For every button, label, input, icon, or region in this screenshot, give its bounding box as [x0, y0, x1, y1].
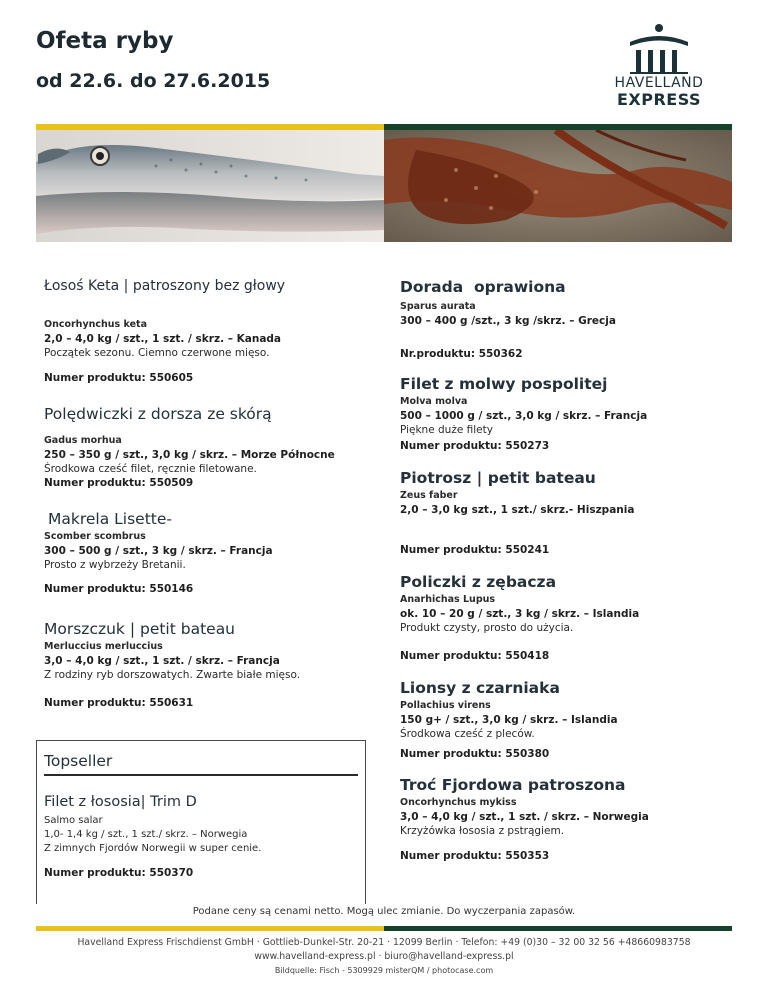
product-latin: Scomber scombrus [44, 531, 146, 542]
product-mackerel-details [44, 530, 364, 572]
price-disclaimer: Podane ceny są cenami netto. Mogą ulec zmianie. Do wyczerpania zapasów. [192, 906, 576, 917]
product-description: Środkowa cześć filet, ręcznie filetowane. [44, 463, 257, 475]
product-number: Numer produktu: 550418 [400, 650, 550, 662]
product-saithe-loins [400, 679, 730, 741]
product-hake [44, 620, 364, 638]
logo-line-havelland: HAVELLAND [614, 75, 704, 91]
topseller-title: Topseller [44, 752, 113, 770]
product-latin: Pollachius virens [400, 700, 491, 711]
logo-line-express: EXPRESS [616, 90, 702, 109]
page-title: Ofeta ryby [36, 28, 174, 54]
product-spec: 500 – 1000 g / szt., 3,0 kg / skrz. – Francja [400, 410, 648, 422]
product-latin: Gadus morhua [44, 435, 122, 446]
product-name: Piotrosz | petit bateau [400, 469, 596, 487]
product-number: Numer produktu: 550273 [400, 440, 550, 452]
offer-dates: od 22.6. do 27.6.2015 [36, 70, 271, 92]
product-fjord-trout [400, 776, 730, 838]
topseller-heading [44, 752, 112, 770]
product-number: Nr.produktu: 550362 [400, 348, 523, 360]
product-latin: Oncorhynchus keta [44, 319, 147, 330]
product-spec: 250 – 350 g / szt., 3,0 kg / skrz. – Morze Północne [44, 449, 335, 461]
product-description: Początek sezonu. Ciemno czerwone mięso. [44, 347, 270, 359]
product-name: Lionsy z czarniaka [400, 679, 560, 697]
product-hake-details [44, 640, 364, 682]
product-latin: Salmo salar [44, 815, 103, 826]
product-latin: Zeus faber [400, 490, 458, 501]
product-latin: Oncorhynchus mykiss [400, 797, 517, 808]
product-latin: Anarhichas Lupus [400, 594, 496, 605]
product-spec: 1,0- 1,4 kg / szt., 1 szt./ skrz. – Norwegia [44, 829, 248, 840]
topseller-product [44, 794, 364, 810]
product-salmon-keta [44, 278, 364, 294]
seafood-photo-banner [36, 130, 732, 242]
product-description: Krzyżówka łososia z pstrągiem. [400, 825, 565, 837]
topseller-details [44, 814, 364, 856]
product-number: Numer produktu: 550353 [400, 850, 550, 862]
product-description: Produkt czysty, prosto do użycia. [400, 622, 574, 634]
company-footer: Havelland Express Frischdienst GmbH · Gottlieb-Dunkel-Str. 20-21 · 12099 Berlin · Telefon: +49 (0)30 – 32 00 32 56 +48660983758 www.havelland-express.pl · biuro@havelland-express.pl [77, 937, 691, 962]
product-name: Łosoś Keta | patroszony bez głowy [44, 278, 286, 294]
product-number: Numer produktu: 550605 [44, 372, 194, 384]
product-name: Filet z molwy pospolitej [400, 375, 608, 393]
product-salmon-keta-details [44, 318, 364, 360]
product-number: Numer produktu: 550241 [400, 544, 550, 556]
logo-wordmark [604, 76, 714, 108]
product-latin: Merluccius merluccius [44, 641, 163, 652]
product-spec: 3,0 – 4,0 kg / szt., 1 szt. / skrz. – Norwegia [400, 811, 649, 823]
product-name: Polędwiczki z dorsza ze skórą [44, 405, 272, 423]
product-number: Numer produktu: 550631 [44, 697, 194, 709]
product-latin: Sparus aurata [400, 301, 476, 312]
product-spec: 150 g+ / szt., 3,0 kg / skrz. – Islandia [400, 714, 618, 726]
product-ling-fillet [400, 375, 730, 437]
product-cod-loin-details [44, 434, 374, 490]
product-spec: 2,0 – 3,0 kg szt., 1 szt./ skrz.- Hiszpania [400, 504, 635, 516]
product-spec: 2,0 – 4,0 kg / szt., 1 szt. / skrz. – Kanada [44, 333, 282, 345]
product-dorada [400, 278, 730, 328]
product-number: Numer produktu: 550370 [44, 867, 194, 879]
product-name: Policzki z zębacza [400, 573, 557, 591]
product-mackerel [44, 510, 364, 528]
topseller-divider [44, 774, 358, 776]
product-name: Dorada oprawiona [400, 278, 566, 296]
product-spec: 300 – 500 g / szt., 3 kg / skrz. – Francja [44, 545, 273, 557]
product-description: Z zimnych Fjordów Norwegii w super cenie. [44, 843, 262, 854]
product-description: Prosto z wybrzeży Bretanii. [44, 559, 186, 571]
product-name: Troć Fjordowa patroszona [400, 776, 626, 794]
product-latin: Molva molva [400, 396, 468, 407]
product-number: Numer produktu: 550380 [400, 748, 550, 760]
product-number: Numer produktu: 550509 [44, 477, 194, 489]
product-number: Numer produktu: 550146 [44, 583, 194, 595]
product-description: Z rodziny ryb dorszowatych. Zwarte białe mięso. [44, 669, 301, 681]
product-cod-loin [44, 405, 364, 423]
product-name: Filet z łososia| Trim D [44, 794, 197, 810]
product-spec: ok. 10 – 20 g / szt., 3 kg / skrz. – Islandia [400, 608, 640, 620]
color-bar-bottom [36, 926, 732, 931]
image-credit: Bildquelle: Fisch - 5309929 misterQM / photocase.com [274, 966, 494, 975]
product-spec: 300 – 400 g /szt., 3 kg /skrz. – Grecja [400, 315, 616, 327]
product-john-dory [400, 469, 730, 517]
product-wolffish-cheeks [400, 573, 730, 635]
product-description: Piękne duże filety [400, 424, 493, 436]
product-name: Morszczuk | petit bateau [44, 620, 236, 638]
product-name: Makrela Lisette- [48, 510, 172, 528]
product-spec: 3,0 – 4,0 kg / szt., 1 szt. / skrz. – Francja [44, 655, 280, 667]
product-description: Środkowa cześć z pleców. [400, 728, 535, 740]
